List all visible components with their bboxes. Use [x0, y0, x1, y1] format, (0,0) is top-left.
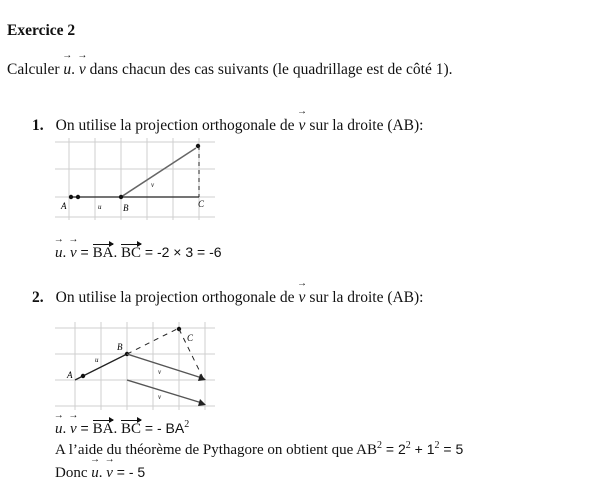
vector-v: → v [106, 463, 113, 482]
intro-before: Calculer [7, 61, 64, 78]
dot-operator: . [71, 61, 76, 78]
vector-ba: BA [92, 245, 114, 261]
item-1-text-end: sur la droite (AB): [309, 117, 424, 134]
label-a: A [67, 370, 73, 380]
pythagore-line [55, 441, 463, 459]
vector-bc: BC [120, 421, 141, 437]
label-v-2: v [158, 393, 162, 401]
label-v: v [151, 181, 155, 189]
conclusion-text: Donc [55, 465, 92, 481]
vector-u: → u [55, 419, 63, 438]
equation-1-result: = -2 × 3 = -6 [141, 244, 222, 260]
vector-bc: BC [120, 245, 141, 261]
vector-u-tip [81, 374, 85, 378]
label-u: u [98, 203, 102, 211]
item-1-number: 1. [32, 117, 44, 134]
exponent: 2 [377, 440, 383, 451]
vector-v: → v [299, 115, 306, 135]
exercise-intro [7, 59, 452, 79]
conclusion-end: = - 5 [112, 464, 146, 480]
equation-2 [55, 419, 189, 438]
label-b: B [123, 203, 129, 213]
figure-1-grid [55, 138, 215, 220]
equals-sign: = [76, 420, 93, 436]
exponent: 2 [434, 440, 440, 451]
dot-operator: . [62, 245, 67, 261]
vector-u: → u [91, 463, 99, 482]
point-b [119, 195, 123, 199]
dot-operator: . [98, 465, 103, 481]
equation-2-result: = - BA [141, 420, 185, 436]
label-u: u [95, 356, 99, 364]
vector-v: → v [79, 59, 86, 79]
label-v-1: v [158, 368, 162, 376]
conclusion-line [55, 463, 145, 482]
pythagore-text: A l’aide du théorème de Pythagore on obtient que AB [55, 442, 378, 458]
vector-v-arrow [127, 380, 202, 403]
exponent: 2 [184, 419, 190, 430]
label-c: C [187, 333, 194, 343]
dot-operator: . [62, 421, 67, 437]
dot-operator: . [113, 245, 118, 261]
exponent: 2 [405, 440, 411, 451]
label-a: A [61, 201, 67, 211]
item-2-heading [32, 287, 424, 307]
pythagore-mid-1: = 2 [382, 441, 406, 457]
vector-v: → v [299, 287, 306, 307]
vector-ba: BA [92, 421, 114, 437]
vector-u-tip [76, 195, 80, 199]
intro-after: dans chacun des cas suivants (le quadrillage est de côté 1). [85, 61, 453, 78]
label-c: C [198, 199, 205, 209]
pythagore-end: = 5 [439, 441, 464, 457]
vector-v-arrow [121, 148, 196, 197]
exercise-title: Exercice 2 [7, 22, 76, 39]
item-2-text: On utilise la projection orthogonale de [55, 289, 295, 306]
vector-v: → v [70, 419, 77, 438]
vector-bc-arrow [127, 354, 202, 378]
dot-operator: . [113, 421, 118, 437]
vector-u: → u [55, 243, 63, 262]
grid-lines [55, 138, 215, 220]
item-2-text-end: sur la droite (AB): [309, 289, 424, 306]
equation-1 [55, 243, 222, 262]
pythagore-mid-2: + 1 [410, 441, 435, 457]
item-2-number: 2. [32, 289, 44, 306]
vector-u: → u [63, 59, 71, 79]
label-b: B [117, 342, 123, 352]
vector-v-tip [196, 144, 200, 148]
figure-2-grid [55, 310, 215, 410]
item-1-text: On utilise la projection orthogonale de [55, 117, 295, 134]
item-1-heading [32, 115, 424, 135]
equals-sign: = [76, 244, 93, 260]
point-a [69, 195, 73, 199]
vector-v: → v [70, 243, 77, 262]
